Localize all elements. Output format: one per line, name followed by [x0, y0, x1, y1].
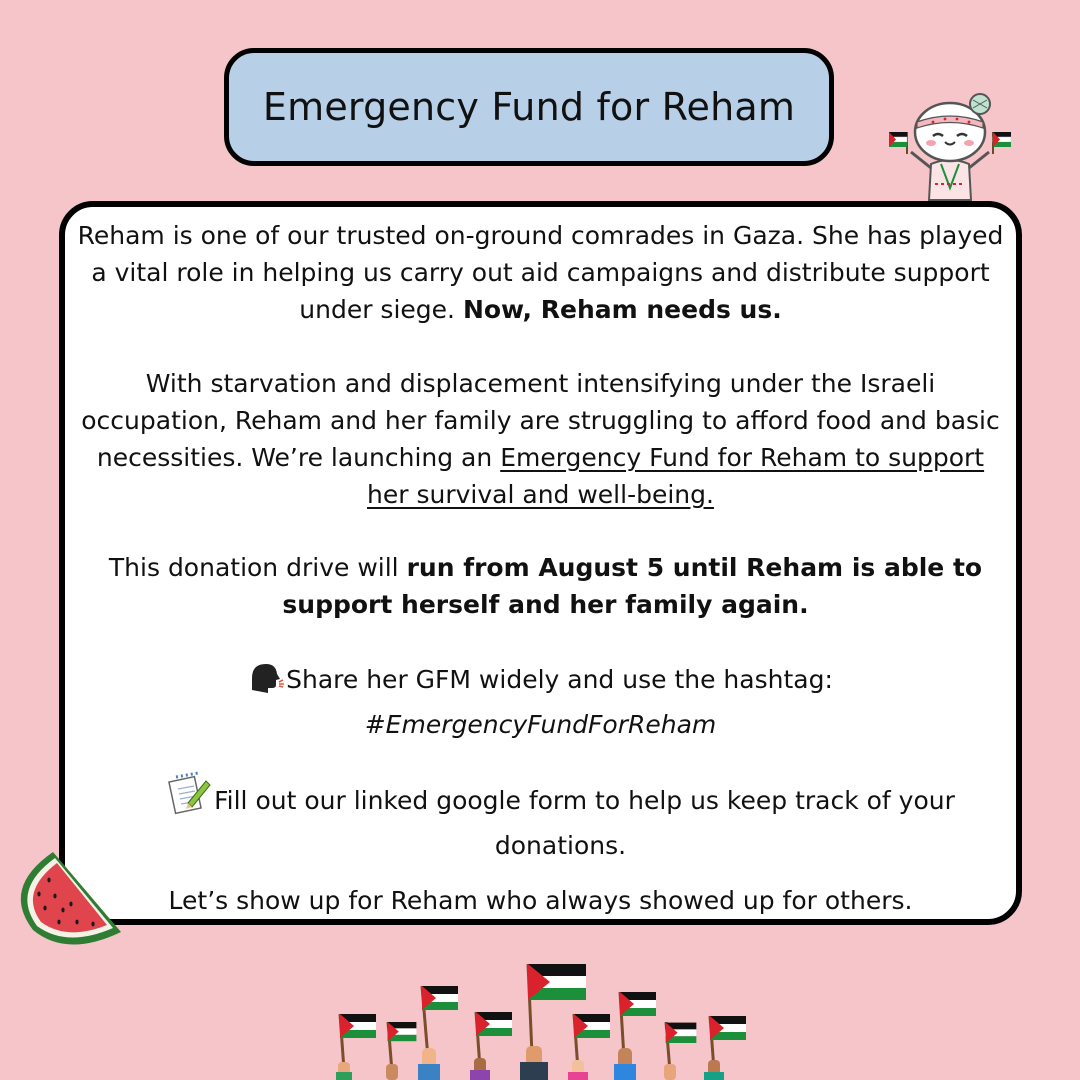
watermelon-icon — [15, 848, 127, 950]
share-paragraph — [73, 660, 1008, 743]
speaking-head-icon — [248, 660, 284, 706]
page-title: Emergency Fund for Reham — [262, 85, 796, 129]
intro-emphasis: Now, Reham needs us. — [462, 295, 782, 324]
hashtag: #EmergencyFundForReham — [364, 710, 717, 739]
drive-paragraph — [85, 549, 1006, 623]
drive-emphasis: run from August 5 until Reham is able to support herself and her family again. — [282, 553, 983, 619]
share-text: Share her GFM widely and use the hashtag: — [286, 665, 833, 694]
memo-pencil-icon — [166, 771, 212, 827]
mascot-illustration — [885, 92, 1015, 202]
title-box — [224, 48, 834, 166]
content-card — [59, 201, 1022, 925]
form-paragraph — [125, 771, 996, 864]
flags-illustration — [330, 958, 750, 1080]
intro-paragraph — [73, 217, 1008, 328]
situation-paragraph — [73, 365, 1008, 513]
fund-link[interactable]: Emergency Fund for Reham to support her survival and well-being. — [367, 443, 985, 509]
drive-text: This donation drive will — [108, 553, 399, 582]
form-text: Fill out our linked google form to help us keep track of your donations. — [214, 786, 955, 860]
situation-text: With starvation and displacement intensifying under the Israeli occupation, Reham and her family are struggling to afford food and basic necessities. We’re launching an — [81, 369, 1000, 472]
intro-text: Reham is one of our trusted on-ground comrades in Gaza. She has played a vital role in helping us carry out aid campaigns and distribute support under siege. — [77, 221, 1004, 324]
closing-paragraph: Let’s show up for Reham who always showed up for others. — [168, 886, 913, 915]
